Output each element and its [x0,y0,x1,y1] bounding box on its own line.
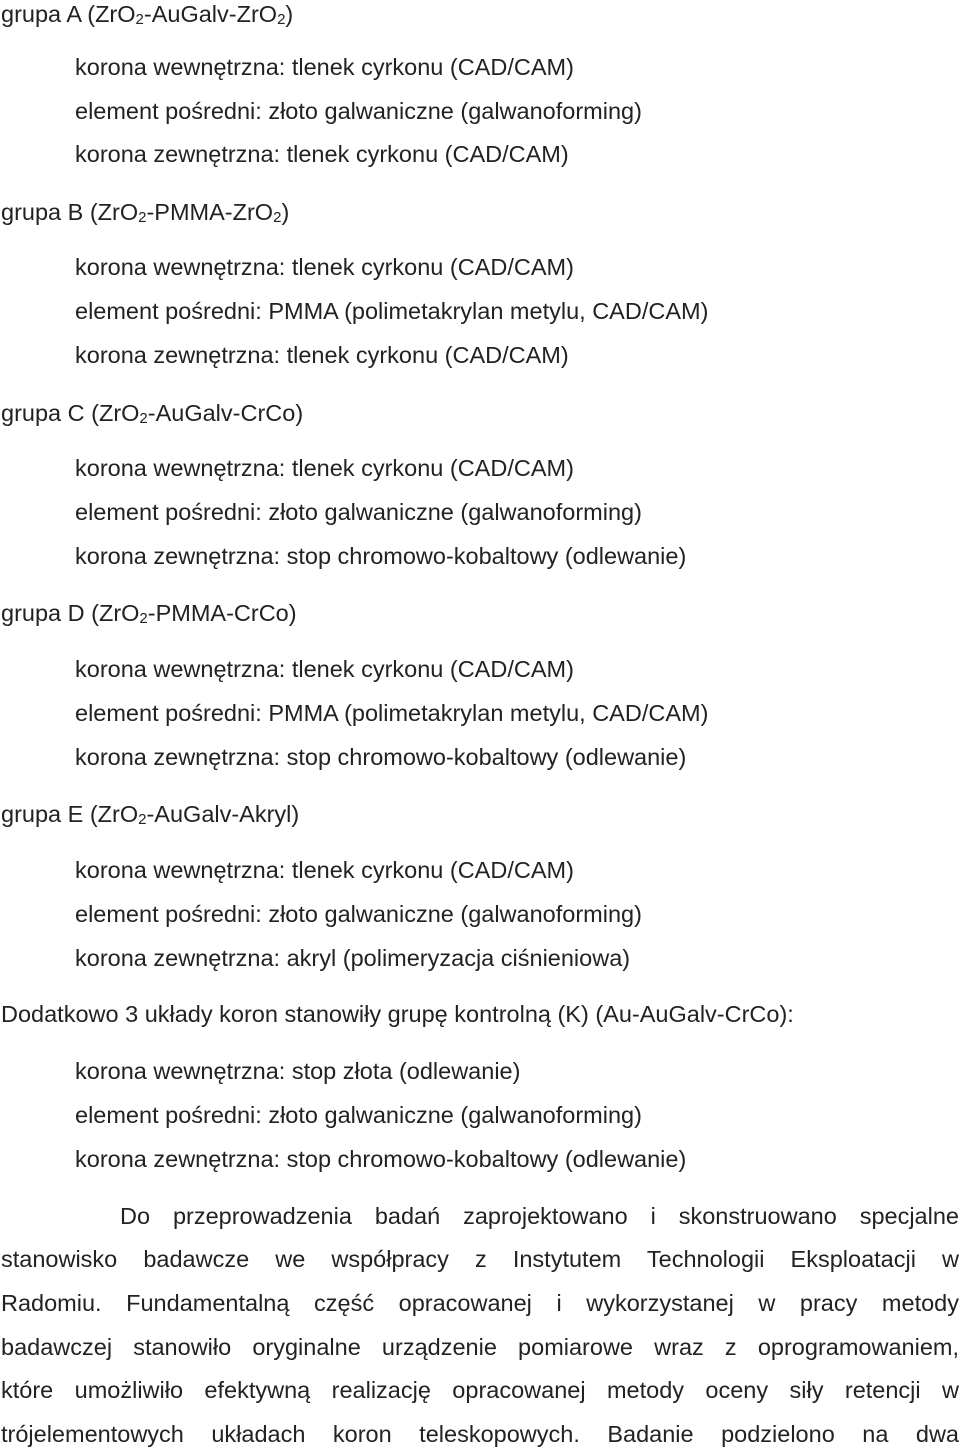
group-e-inner-crown: korona wewnętrzna: tlenek cyrkonu (CAD/CAM) [75,857,574,883]
group-d-inner-crown: korona wewnętrzna: tlenek cyrkonu (CAD/CAM) [75,656,574,682]
paragraph-line: które umożliwiło efektywną realizację opracowanej metody oceny siły retencji w [1,1377,959,1403]
group-a-outer-crown: korona zewnętrzna: tlenek cyrkonu (CAD/CAM) [75,141,569,167]
group-d-heading: grupa D (ZrO$_2$-PMMA-CrCo) [1,600,297,627]
group-a-intermediate-element: element pośredni: złoto galwaniczne (galwanoforming) [75,98,642,124]
group-b-heading: grupa B (ZrO$_2$-PMMA-ZrO$_2$) [1,199,290,226]
paragraph-line: stanowisko badawcze we współpracy z Instytutem Technologii Eksploatacji w [1,1246,959,1272]
group-c-inner-crown: korona wewnętrzna: tlenek cyrkonu (CAD/CAM) [75,455,574,481]
control-outer-crown: korona zewnętrzna: stop chromowo-kobaltowy (odlewanie) [75,1146,687,1172]
paragraph-line: Do przeprowadzenia badań zaprojektowano i skonstruowano specjalne [120,1203,959,1229]
group-c-intermediate-element: element pośredni: złoto galwaniczne (galwanoforming) [75,499,642,525]
group-d-outer-crown: korona zewnętrzna: stop chromowo-kobaltowy (odlewanie) [75,744,687,770]
group-d-intermediate-element: element pośredni: PMMA (polimetakrylan metylu, CAD/CAM) [75,700,709,726]
group-c-outer-crown: korona zewnętrzna: stop chromowo-kobaltowy (odlewanie) [75,543,687,569]
group-b-outer-crown: korona zewnętrzna: tlenek cyrkonu (CAD/CAM) [75,342,569,368]
control-inner-crown: korona wewnętrzna: stop złota (odlewanie) [75,1058,521,1084]
group-e-intermediate-element: element pośredni: złoto galwaniczne (galwanoforming) [75,901,642,927]
group-a-heading: grupa A (ZrO$_2$-AuGalv-ZrO$_2$) [1,1,294,28]
group-b-intermediate-element: element pośredni: PMMA (polimetakrylan metylu, CAD/CAM) [75,298,709,324]
group-c-heading: grupa C (ZrO$_2$-AuGalv-CrCo) [1,400,304,427]
control-intermediate-element: element pośredni: złoto galwaniczne (galwanoforming) [75,1102,642,1128]
paragraph-line: Radomiu. Fundamentalną część opracowanej i wykorzystanej w pracy metody [1,1290,959,1316]
paragraph-line: trójelementowych układach koron teleskopowych. Badanie podzielono na dwa [1,1421,959,1447]
group-b-inner-crown: korona wewnętrzna: tlenek cyrkonu (CAD/CAM) [75,254,574,280]
group-e-outer-crown: korona zewnętrzna: akryl (polimeryzacja ciśnieniowa) [75,945,631,971]
paragraph-line: badawczej stanowiło oryginalne urządzenie pomiarowe wraz z oprogramowaniem, [1,1334,959,1360]
group-e-heading: grupa E (ZrO$_2$-AuGalv-Akryl) [1,801,300,828]
group-a-inner-crown: korona wewnętrzna: tlenek cyrkonu (CAD/CAM) [75,54,574,80]
control-group-heading: Dodatkowo 3 układy koron stanowiły grupę kontrolną (K) (Au-AuGalv-CrCo): [1,1001,794,1027]
